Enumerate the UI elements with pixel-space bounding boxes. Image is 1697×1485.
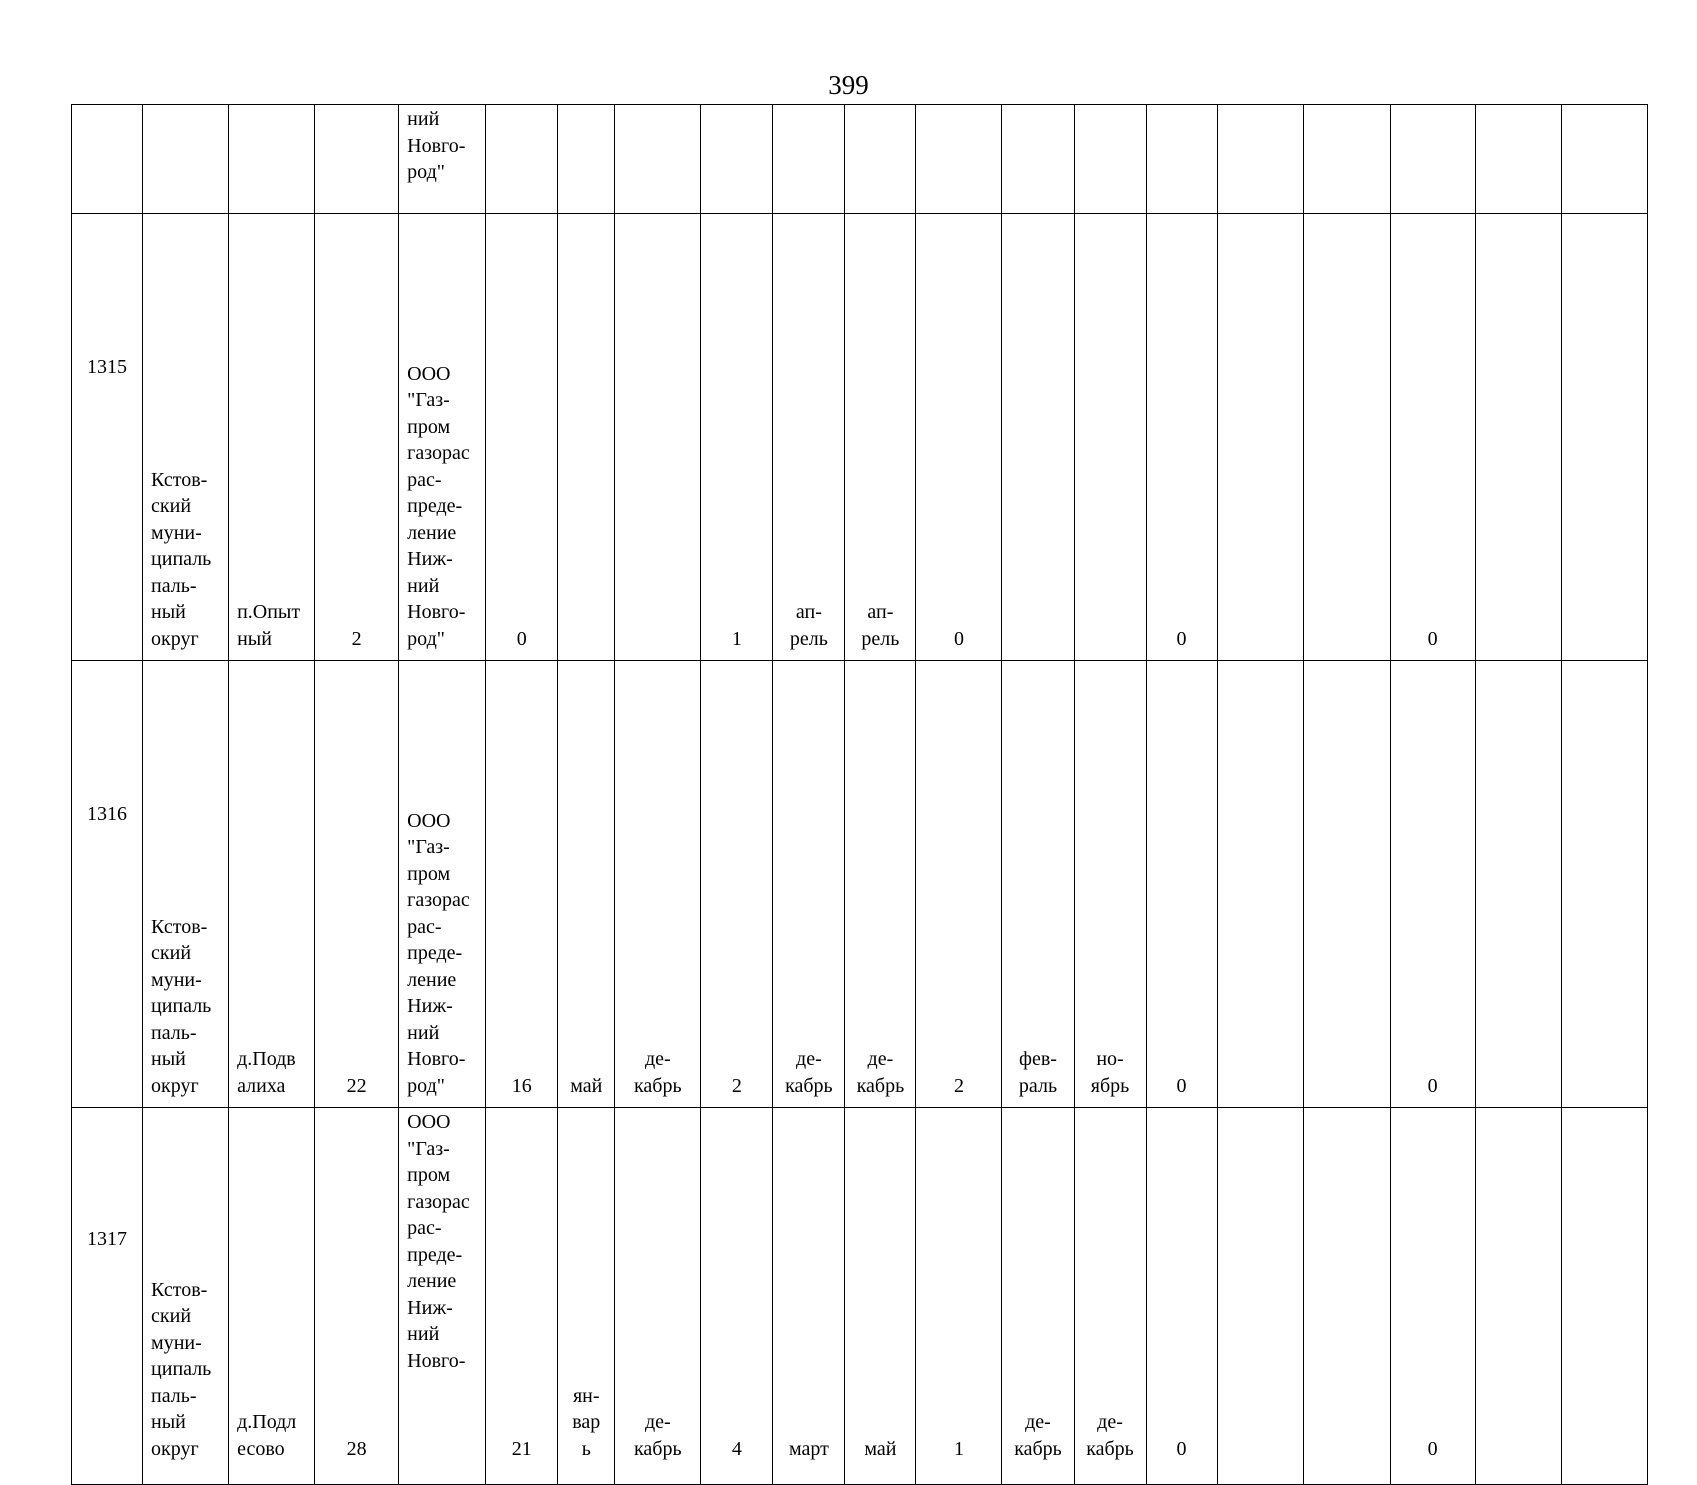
value-cell: 0 [1390, 214, 1475, 661]
month-cell: де- кабрь [773, 661, 845, 1108]
value-cell [486, 105, 558, 214]
month-cell: де- кабрь [615, 1108, 701, 1485]
organization-cell: ООО "Газ- пром газорас рас- преде- ление Ниж- ний Новго- род" [399, 214, 486, 661]
value-cell: 0 [1390, 661, 1475, 1108]
month-cell [1217, 1108, 1303, 1485]
district-cell: Кстов- ский муни- ципаль паль- ный округ [143, 1108, 229, 1485]
value-cell [1390, 105, 1475, 214]
locality-cell: п.Опыт ный [229, 214, 315, 661]
month-cell [1303, 661, 1390, 1108]
month-cell [1217, 661, 1303, 1108]
month-cell: де- кабрь [1074, 1108, 1146, 1485]
count-cell: 2 [315, 214, 399, 661]
value-cell: 2 [701, 661, 773, 1108]
month-cell [615, 105, 701, 214]
month-cell [615, 214, 701, 661]
row-number-cell: 1316 [72, 661, 143, 1108]
value-cell: 16 [486, 661, 558, 1108]
organization-cell: ний Новго- род" [399, 105, 486, 214]
organization-cell: ООО "Газ- пром газорас рас- преде- ление Ниж- ний Новго- [399, 1108, 486, 1485]
locality-cell: д.Подв алиха [229, 661, 315, 1108]
table-row [72, 214, 1648, 661]
month-cell [1074, 214, 1146, 661]
month-cell [1217, 105, 1303, 214]
month-cell: март [773, 1108, 845, 1485]
month-cell [1303, 214, 1390, 661]
value-cell: 0 [486, 214, 558, 661]
value-cell: 4 [701, 1108, 773, 1485]
month-cell [1561, 105, 1647, 214]
row-number-cell: 1317 [72, 1108, 143, 1485]
value-cell: 21 [486, 1108, 558, 1485]
month-cell [1561, 214, 1647, 661]
value-cell [701, 105, 773, 214]
data-table [71, 104, 1648, 1485]
value-cell [1146, 105, 1217, 214]
month-cell [845, 105, 916, 214]
district-cell: Кстов- ский муни- ципаль паль- ный округ [143, 661, 229, 1108]
month-cell: де- кабрь [615, 661, 701, 1108]
table-row [72, 105, 1648, 214]
month-cell [1475, 105, 1561, 214]
value-cell: 0 [1390, 1108, 1475, 1485]
value-cell: 0 [1146, 661, 1217, 1108]
month-cell: но- ябрь [1074, 661, 1146, 1108]
month-cell [1475, 1108, 1561, 1485]
month-cell [1303, 1108, 1390, 1485]
month-cell: фев- раль [1002, 661, 1074, 1108]
month-cell: ап- рель [845, 214, 916, 661]
value-cell: 1 [701, 214, 773, 661]
month-cell [1074, 105, 1146, 214]
locality-cell: д.Подл есово [229, 1108, 315, 1485]
month-cell [1561, 1108, 1647, 1485]
value-cell: 0 [1146, 1108, 1217, 1485]
month-cell: май [845, 1108, 916, 1485]
month-cell [1002, 105, 1074, 214]
month-cell [558, 214, 615, 661]
month-cell: ян- вар ь [558, 1108, 615, 1485]
value-cell: 0 [916, 214, 1002, 661]
month-cell [1217, 214, 1303, 661]
month-cell [1002, 214, 1074, 661]
count-cell [315, 105, 399, 214]
month-cell [1475, 661, 1561, 1108]
month-cell [558, 105, 615, 214]
month-cell: ап- рель [773, 214, 845, 661]
value-cell [916, 105, 1002, 214]
district-cell: Кстов- ский муни- ципаль паль- ный округ [143, 214, 229, 661]
month-cell: де- кабрь [845, 661, 916, 1108]
month-cell [773, 105, 845, 214]
district-cell [143, 105, 229, 214]
month-cell: де- кабрь [1002, 1108, 1074, 1485]
month-cell [1475, 214, 1561, 661]
value-cell: 1 [916, 1108, 1002, 1485]
month-cell [1303, 105, 1390, 214]
row-number-cell: 1315 [72, 214, 143, 661]
row-number-cell [72, 105, 143, 214]
organization-cell: ООО "Газ- пром газорас рас- преде- ление Ниж- ний Новго- род" [399, 661, 486, 1108]
value-cell: 0 [1146, 214, 1217, 661]
count-cell: 28 [315, 1108, 399, 1485]
table-row [72, 1108, 1648, 1485]
page-number: 399 [828, 70, 869, 100]
month-cell [1561, 661, 1647, 1108]
table-row [72, 661, 1648, 1108]
month-cell: май [558, 661, 615, 1108]
value-cell: 2 [916, 661, 1002, 1108]
count-cell: 22 [315, 661, 399, 1108]
locality-cell [229, 105, 315, 214]
